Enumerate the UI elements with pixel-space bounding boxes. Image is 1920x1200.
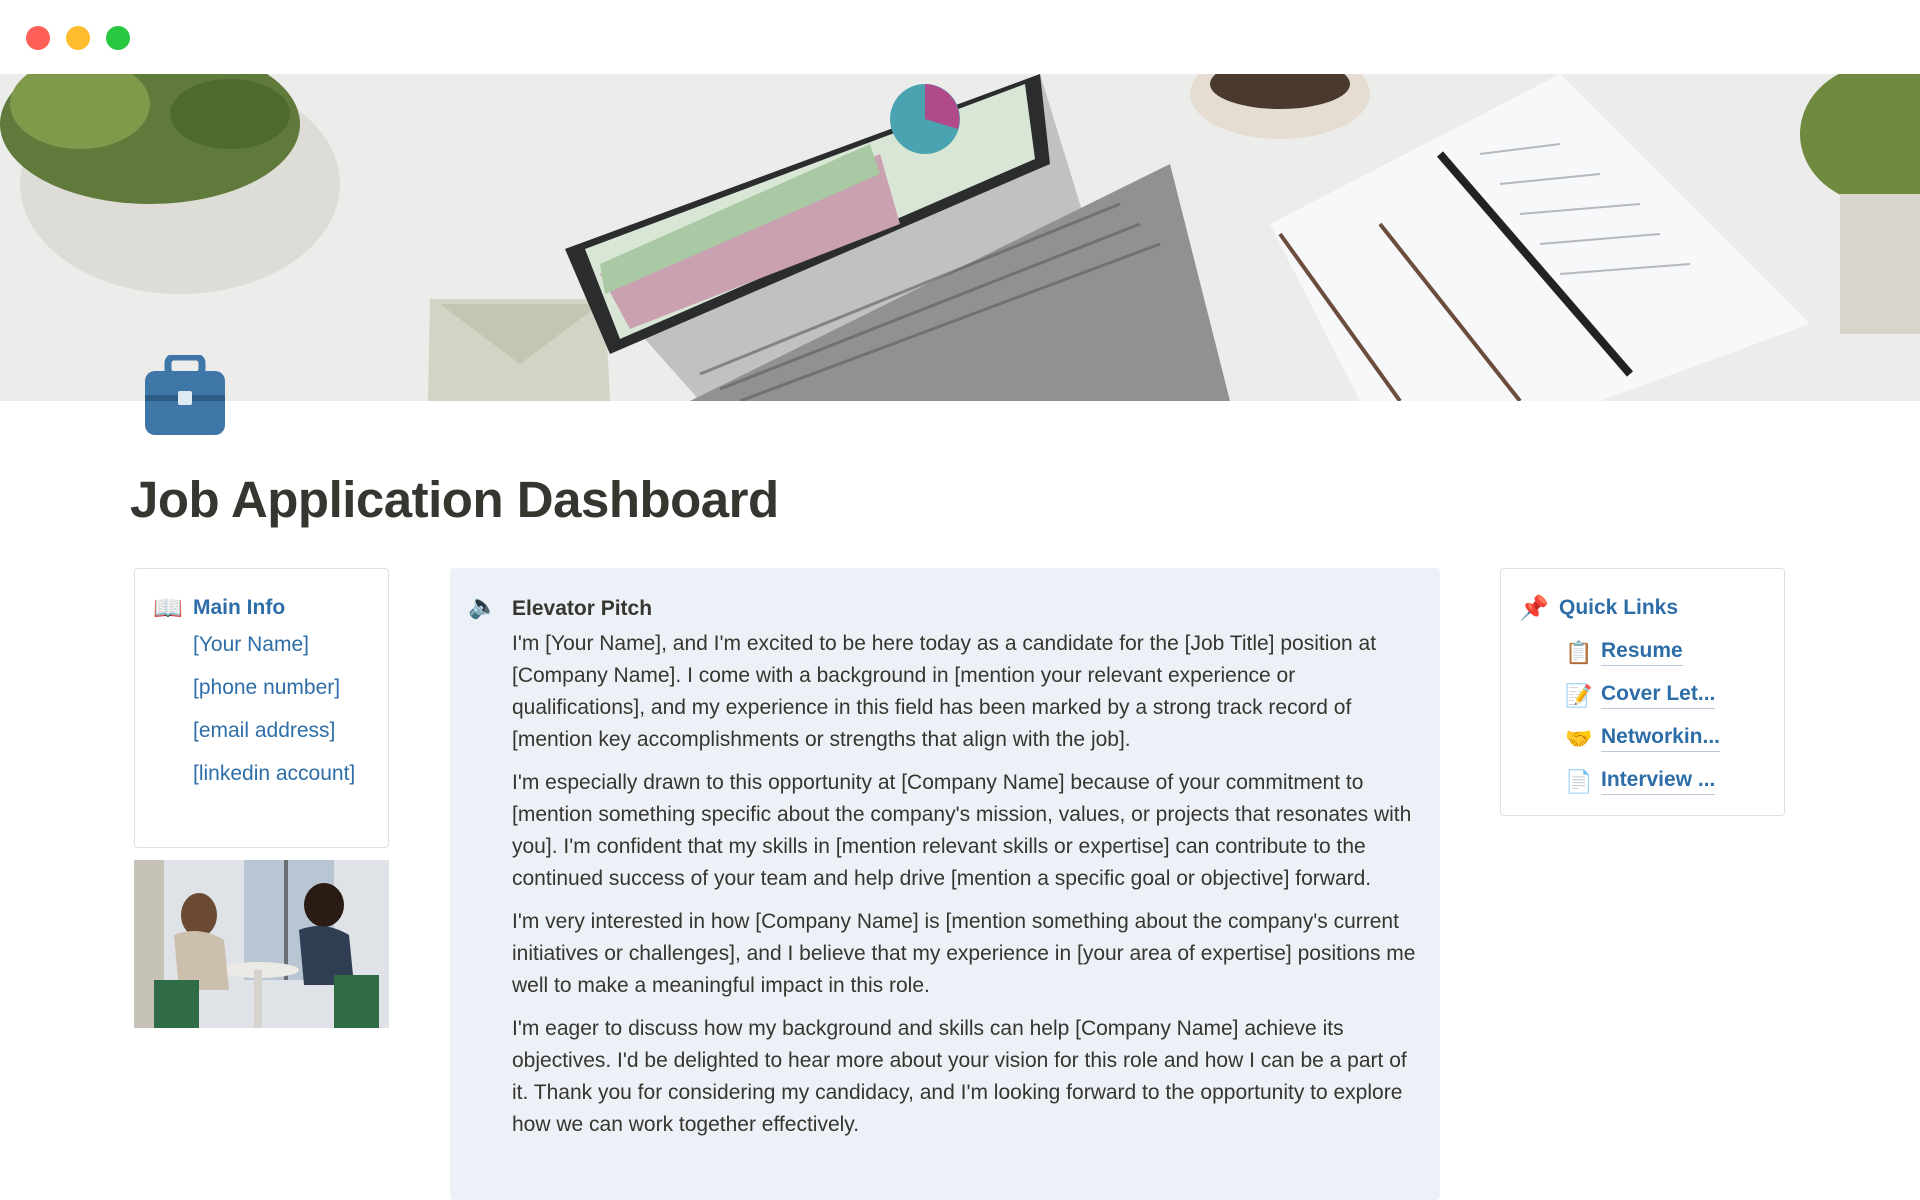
elevator-pitch-callout bbox=[450, 568, 1440, 1200]
page-icon: 📄 bbox=[1565, 768, 1593, 794]
pitch-paragraph[interactable]: I'm especially drawn to this opportunity at [Company Name] because of your commitment to [mention something specific about the company's mission, values, or projects that resonates with you]. I'm confident that my skills in [mention relevant skills or expertise] can contribute to the continued success of your team and help drive [mention a specific goal or objective] forward. bbox=[512, 771, 1412, 890]
close-window-button[interactable] bbox=[26, 26, 50, 50]
quick-link-label[interactable]: Resume bbox=[1601, 639, 1683, 666]
quick-link-label[interactable]: Cover Let... bbox=[1601, 682, 1715, 709]
memo-icon: 📝 bbox=[1565, 682, 1593, 708]
elevator-pitch-title: Elevator Pitch bbox=[512, 597, 653, 620]
page-title: Job Application Dashboard bbox=[130, 471, 779, 528]
pitch-paragraph[interactable]: I'm very interested in how [Company Name] is [mention something about the company's current initiatives or challenges], and I believe that my experience in [your area of expertise] positions me well to make a meaningful impact in this role. bbox=[512, 910, 1416, 997]
speaker-icon: 🔈 bbox=[468, 593, 498, 620]
main-info-list bbox=[193, 629, 370, 790]
quick-link-cover-letter[interactable] bbox=[1565, 674, 1766, 717]
clipboard-icon: 📋 bbox=[1565, 639, 1593, 665]
quick-link-interview[interactable] bbox=[1565, 760, 1766, 803]
handshake-icon: 🤝 bbox=[1565, 725, 1593, 751]
elevator-pitch-body bbox=[512, 594, 1416, 1141]
maximize-window-button[interactable] bbox=[106, 26, 130, 50]
main-info-item-name[interactable]: [Your Name] bbox=[193, 633, 309, 656]
minimize-window-button[interactable] bbox=[66, 26, 90, 50]
main-info-heading bbox=[153, 593, 370, 623]
quick-links-list bbox=[1565, 631, 1766, 803]
quick-links-card bbox=[1500, 568, 1785, 816]
quick-link-networking[interactable] bbox=[1565, 717, 1766, 760]
quick-link-label[interactable]: Networkin... bbox=[1601, 725, 1720, 752]
quick-links-link[interactable]: Quick Links bbox=[1559, 596, 1679, 619]
main-info-item-email[interactable]: [email address] bbox=[193, 719, 336, 742]
main-info-item-phone[interactable]: [phone number] bbox=[193, 676, 341, 699]
open-book-icon: 📖 bbox=[153, 594, 183, 622]
window-titlebar bbox=[0, 0, 1920, 74]
main-info-link[interactable]: Main Info bbox=[193, 596, 286, 619]
main-info-item-linkedin[interactable]: [linkedin account] bbox=[193, 762, 356, 785]
briefcase-icon[interactable] bbox=[138, 355, 232, 437]
quick-link-label[interactable]: Interview ... bbox=[1601, 768, 1715, 795]
pitch-paragraph[interactable]: I'm eager to discuss how my background and skills can help [Company Name] achieve its objectives. I'd be delighted to hear more about your vision for this role and how I can be a part of it. Thank you for considering my candidacy, and I'm looking forward to the opportunity to explore how we can work together effectively. bbox=[512, 1017, 1407, 1136]
pitch-paragraph[interactable]: I'm [Your Name], and I'm excited to be here today as a candidate for the [Job Title] position at [Company Name]. I come with a background in [mention your relevant experience or qualifications], and my experience in this field has been marked by a strong track record of [mention key accomplishments or strengths that align with the job]. bbox=[512, 632, 1377, 751]
interview-photo bbox=[134, 860, 389, 1028]
cover-image bbox=[0, 74, 1920, 401]
pushpin-icon: 📌 bbox=[1519, 594, 1549, 622]
quick-link-resume[interactable] bbox=[1565, 631, 1766, 674]
quick-links-heading bbox=[1519, 593, 1766, 623]
main-info-card bbox=[134, 568, 389, 848]
